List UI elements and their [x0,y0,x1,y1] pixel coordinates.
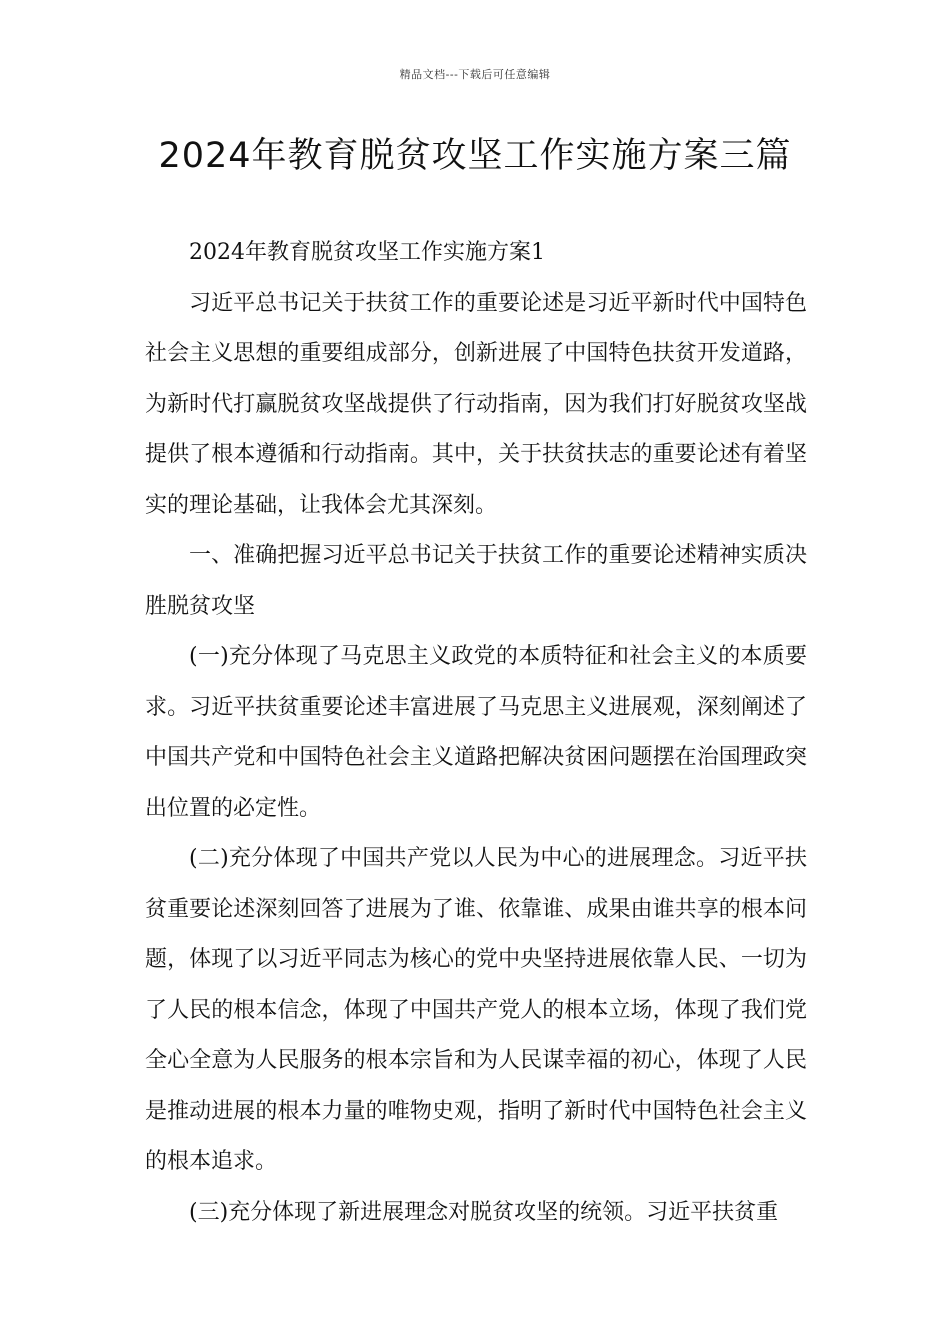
section-heading: 一、准确把握习近平总书记关于扶贫工作的重要论述精神实质决胜脱贫攻坚 [145,543,807,619]
body-paragraph: (二)充分体现了中国共产党以人民为中心的进展理念。习近平扶贫重要论述深刻回答了进展为了谁、依靠谁、成果由谁共享的根本问题，体现了以习近平同志为核心的党中央坚持进展依靠人民、一切为了人民的根本信念，体现了中国共产党人的根本立场，体现了我们党全心全意为人民服务的根本宗旨和为人民谋幸福的初心，体现了人民是推动进展的根本力量的唯物史观，指明了新时代中国特色社会主义的根本追求。 [145,846,807,1174]
page-header-note: 精品文档---下载后可任意编辑 [399,68,551,81]
body-paragraph: (一)充分体现了马克思主义政党的本质特征和社会主义的本质要求。习近平扶贫重要论述丰富进展了马克思主义进展观，深刻阐述了中国共产党和中国特色社会主义道路把解决贫困问题摆在治国理政突出位置的必定性。 [145,644,807,821]
document-body [145,228,807,1238]
document-title: 2024年教育脱贫攻坚工作实施方案三篇 [158,136,792,176]
section-heading: 2024年教育脱贫攻坚工作实施方案1 [189,240,545,265]
body-paragraph: (三)充分体现了新进展理念对脱贫攻坚的统领。习近平扶贫重 [189,1199,779,1225]
body-paragraph: 习近平总书记关于扶贫工作的重要论述是习近平新时代中国特色社会主义思想的重要组成部分，创新进展了中国特色扶贫开发道路，为新时代打赢脱贫攻坚战提供了行动指南，因为我们打好脱贫攻坚战提供了根本遵循和行动指南。其中，关于扶贫扶志的重要论述有着坚实的理论基础，让我体会尤其深刻。 [145,290,807,518]
